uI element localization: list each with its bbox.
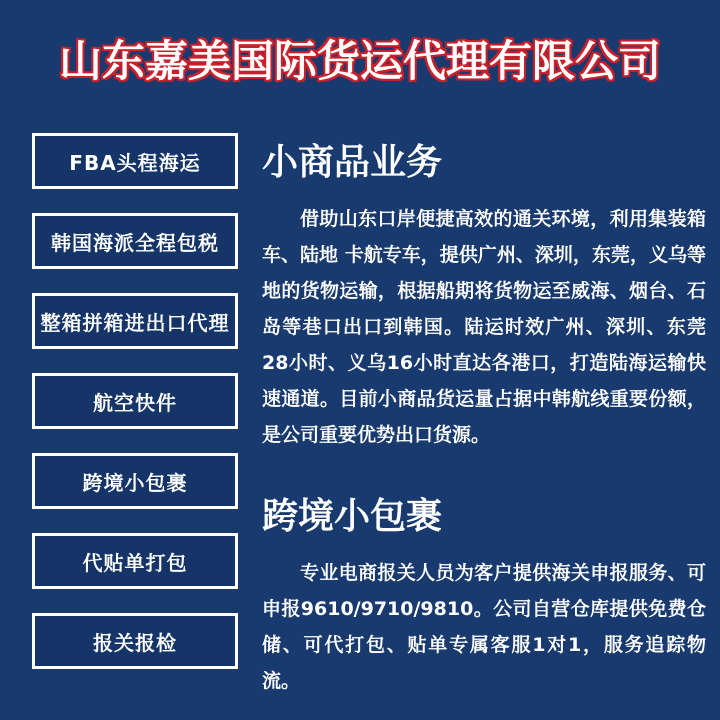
section-body-small-commodity: 借助山东口岸便捷高效的通关环境，利用集装箱车、陆地 卡航专车，提供广州、深圳，东莞，义乌等地的货物运输，根据船期将货物运至威海、烟台、石岛等巷口出口到韩国。陆运时效广州、深圳、东莞28小时、义乌16小时直达各港口，打造陆海运输快速通道。目前小商品货运量占据中韩航线重要份额，是公司重要优势出口货源。 (262, 208, 706, 446)
content-area (262, 133, 706, 699)
section-heading-cross-border-parcel: 跨境小包裹 (262, 496, 443, 537)
section-body-cross-border-parcel: 专业电商报关人员为客户提供海关申报服务、可申报9610/9710/9810。公司自营仓库提供免费仓储、可代打包、贴单专属客服1对1，服务追踪物流。 (262, 562, 706, 692)
sidebar-item-air-express[interactable]: 航空快件 (32, 373, 238, 429)
sidebar-item-labeling-packing-service[interactable]: 代贴单打包 (32, 533, 238, 589)
section-cross-border-parcel (262, 495, 706, 699)
company-title: 山东嘉美国际货运代理有限公司 (59, 37, 661, 87)
section-small-commodity (262, 133, 706, 453)
sidebar-item-korea-sea-dispatch-tax-included[interactable]: 韩国海派全程包税 (32, 213, 238, 269)
sidebar-menu (32, 133, 238, 669)
section-heading-small-commodity: 小商品业务 (262, 142, 443, 183)
sidebar-item-fba-first-leg-sea[interactable]: FBA头程海运 (32, 133, 238, 189)
sidebar-item-cross-border-small-parcel[interactable]: 跨境小包裹 (32, 453, 238, 509)
sidebar-item-customs-declaration-inspection[interactable]: 报关报检 (32, 613, 238, 669)
sidebar-item-fcl-lcl-import-export-agency[interactable]: 整箱拼箱进出口代理 (32, 293, 238, 349)
